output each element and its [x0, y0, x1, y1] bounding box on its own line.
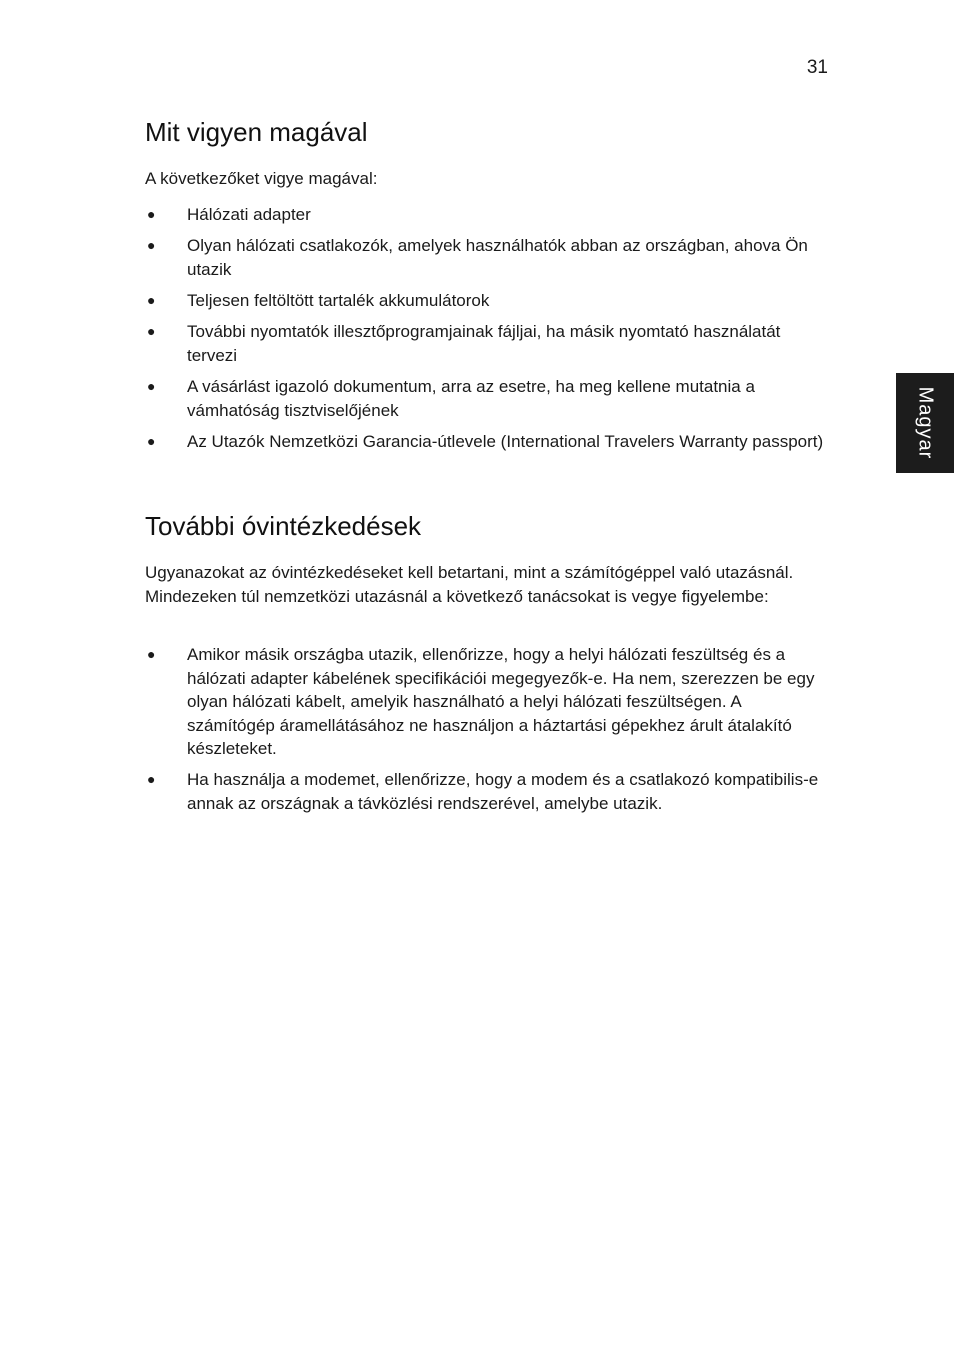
section1-intro: A következőket vigye magával:: [145, 169, 378, 188]
bullet-icon: ●: [147, 292, 156, 309]
list-item: ● Amikor másik országba utazik, ellenőrizze, hogy a helyi hálózati feszültség és a hálózati adapter kábelének specifikációi megegyezők-e. Ha nem, szerezzen be egy olyan hálózati kábelt, amelyik használható a helyi hálózati feszültségen. A számítógép áramellátásához ne használjon a háztartási gépekhez árult átalakító készleteket.: [147, 645, 815, 758]
bullet-icon: ●: [147, 323, 156, 340]
bullet-icon: ●: [147, 432, 156, 449]
bullet-icon: ●: [147, 646, 156, 662]
list-item: ● Olyan hálózati csatlakozók, amelyek használhatók abban az országban, ahova Ön utazik: [147, 236, 808, 279]
language-side-tab-label: Magyar: [914, 386, 937, 460]
list-item: ● A vásárlást igazoló dokumentum, arra az esetre, ha meg kellene mutatnia a vámhatóság tisztviselőjének: [147, 377, 755, 420]
bring-items-list: [145, 203, 835, 461]
section-heading-further-precautions: További óvintézkedések: [145, 511, 422, 541]
language-side-tab: [896, 373, 954, 473]
bullet-icon: ●: [147, 771, 156, 788]
bullet-icon: ●: [147, 206, 156, 222]
list-item: ● Az Utazók Nemzetközi Garancia-útlevele (International Travelers Warranty passport): [145, 430, 829, 454]
bullet-icon: ●: [147, 378, 156, 395]
list-item: ● Teljesen feltöltött tartalék akkumulátorok: [145, 289, 829, 313]
list-item: ● Ha használja a modemet, ellenőrizze, hogy a modem és a csatlakozó kompatibilis-e annak az országnak a távközlési rendszerével, amelybe utazik.: [147, 770, 819, 813]
list-item: ● További nyomtatók illesztőprogramjainak fájljai, ha másik nyomtató használatát tervezi: [147, 322, 781, 365]
section2-intro: Ugyanazokat az óvintézkedéseket kell betartani, mint a számítógéppel való utazásnál. Mindezeken túl nemzetközi utazásnál a következő tanácsokat is vegye figyelembe:: [145, 563, 794, 606]
precautions-list: [145, 643, 835, 823]
list-item: ● Hálózati adapter: [145, 203, 829, 227]
section-heading-what-to-bring: Mit vigyen magával: [145, 117, 368, 147]
bullet-icon: ●: [147, 237, 156, 254]
page-number: 31: [806, 57, 828, 78]
